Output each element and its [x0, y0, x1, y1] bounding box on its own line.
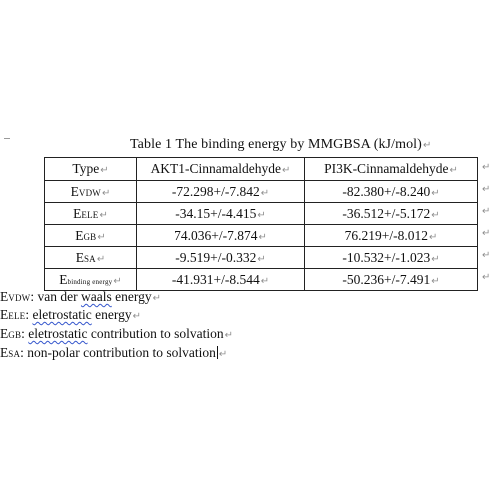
cell-pi3k[interactable]: -82.380+/-8.240↵	[305, 181, 478, 203]
cell-mark-icon: ↵	[258, 231, 267, 243]
cell-type[interactable]: EVDW↵	[45, 181, 137, 203]
legend-line-sa[interactable]: ESA: non-polar contribution to solvation ↵	[0, 345, 228, 360]
cell-pi3k[interactable]: -50.236+/-7.491↵	[305, 269, 478, 291]
caption-text: Table 1 The binding energy by MMGBSA (kJ/mol)	[130, 137, 422, 152]
cell-mark-icon: ↵	[431, 275, 440, 287]
cell-mark-icon: ↵	[431, 253, 440, 265]
legend-line-ele[interactable]: EELE: eletrostatic energy↵	[0, 307, 141, 322]
paragraph-mark-icon: ↵	[132, 311, 141, 322]
cell-type[interactable]: EELE↵	[45, 203, 137, 225]
cell-akt1[interactable]: 74.036+/-7.874↵	[137, 225, 305, 247]
cell-mark-icon: ↵	[431, 209, 440, 221]
margin-marker	[4, 138, 10, 139]
cell-mark-icon: ↵	[100, 165, 109, 176]
cell-pi3k[interactable]: -10.532+/-1.023↵	[305, 247, 478, 269]
spellcheck-word: eletrostatic	[28, 326, 88, 341]
legend-line-vdw[interactable]: EVDW: van der waals energy↵	[0, 289, 161, 304]
cell-mark-icon: ↵	[257, 209, 266, 221]
row-end-mark-icon: ↵	[482, 162, 491, 173]
cell-pi3k[interactable]: -36.512+/-5.172↵	[305, 203, 478, 225]
row-end-mark-icon: ↵	[482, 206, 491, 217]
binding-energy-table[interactable]	[44, 157, 478, 291]
paragraph-mark-icon: ↵	[224, 330, 234, 341]
header-type[interactable]: Type↵	[45, 158, 137, 181]
paragraph-mark-icon: ↵	[422, 140, 432, 151]
cell-mark-icon: ↵	[113, 275, 122, 287]
text-cursor	[217, 346, 218, 359]
table-row	[45, 269, 478, 291]
cell-mark-icon: ↵	[431, 187, 440, 199]
row-end-mark-icon: ↵	[482, 184, 491, 195]
row-end-mark-icon: ↵	[482, 272, 491, 283]
legend-line-gb[interactable]: EGB: eletrostatic contribution to solvation↵	[0, 326, 234, 341]
table-header-row	[45, 158, 478, 181]
cell-pi3k[interactable]: 76.219+/-8.012↵	[305, 225, 478, 247]
cell-mark-icon: ↵	[101, 187, 111, 199]
table-row	[45, 203, 478, 225]
spellcheck-word: waals	[80, 289, 112, 304]
row-end-mark-icon: ↵	[482, 250, 491, 261]
cell-mark-icon: ↵	[96, 253, 106, 265]
cell-akt1[interactable]: -34.15+/-4.415↵	[137, 203, 305, 225]
table-row	[45, 181, 478, 203]
cell-type[interactable]: Ebinding energy↵	[45, 269, 137, 291]
cell-mark-icon: ↵	[97, 231, 106, 243]
cell-mark-icon: ↵	[449, 165, 458, 176]
row-end-mark-icon: ↵	[482, 228, 491, 239]
cell-mark-icon: ↵	[260, 187, 270, 199]
header-akt1[interactable]: AKT1-Cinnamaldehyde↵	[137, 158, 305, 181]
table-caption[interactable]	[130, 137, 431, 153]
cell-mark-icon: ↵	[282, 165, 291, 176]
paragraph-mark-icon: ↵	[152, 293, 161, 304]
cell-mark-icon: ↵	[260, 275, 270, 287]
cell-mark-icon: ↵	[99, 209, 108, 221]
table-row	[45, 225, 478, 247]
cell-akt1[interactable]: -9.519+/-0.332↵	[137, 247, 305, 269]
cell-akt1[interactable]: -72.298+/-7.842↵	[137, 181, 305, 203]
spellcheck-word: eletrostatic	[32, 307, 92, 322]
cell-type[interactable]: EGB↵	[45, 225, 137, 247]
cell-akt1[interactable]: -41.931+/-8.544↵	[137, 269, 305, 291]
header-pi3k[interactable]: PI3K-Cinnamaldehyde↵	[305, 158, 478, 181]
cell-mark-icon: ↵	[257, 253, 266, 265]
cell-type[interactable]: ESA↵	[45, 247, 137, 269]
paragraph-mark-icon: ↵	[218, 349, 228, 360]
cell-mark-icon: ↵	[428, 231, 438, 243]
table-row	[45, 247, 478, 269]
